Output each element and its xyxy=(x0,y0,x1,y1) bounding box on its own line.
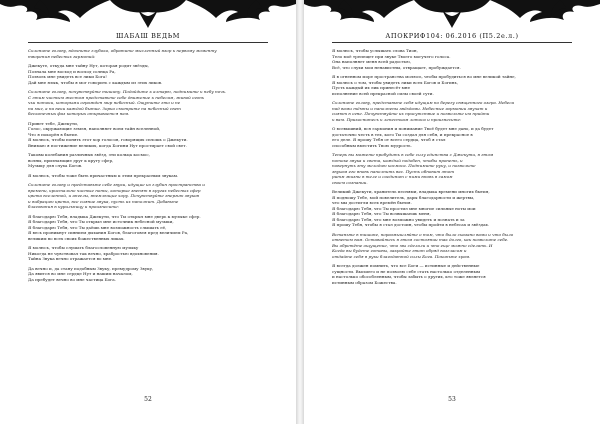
header-ornament xyxy=(304,0,600,30)
paragraph xyxy=(28,173,268,179)
text-line: Музыку для слуха Богов. xyxy=(28,163,83,168)
header-ornament xyxy=(0,0,296,30)
paragraph xyxy=(28,63,268,85)
running-head: АПОКРИФ104: 06.2016 (П5.2е.л.) xyxy=(332,32,572,43)
text-line: волны, признающие друг к кругу сфер, xyxy=(28,157,114,163)
text-line: Позволь мне увидеть все лики Бога! xyxy=(28,74,107,79)
text-line: над вами тёмны и наполнены звёздами. Небесные гармонии звучат и xyxy=(332,105,488,111)
text-line: и вибрацию цвета, все сияние звука, пусть их наполнит. Добавьте xyxy=(28,198,179,204)
paragraph xyxy=(28,214,268,242)
text-line: Да пребудет вечно во мне частица Бога. xyxy=(28,276,117,282)
text-line: и настолько обособленным, чтобы забыть о других, кто тоже является xyxy=(332,274,486,279)
text-line: Да вечно и, да стану подобным Звуку, премудрому Звуку, xyxy=(28,265,154,271)
text-line: О всевышний, вся гармония и понимание Твоё будет мне дано, и да будет xyxy=(332,126,494,131)
text-line: потоке звука и света, каждый подобен, чтобы пропеть, и xyxy=(332,157,463,163)
text-line: Познала мне восход и восход солнца Ра, xyxy=(28,68,116,74)
page-number: 53 xyxy=(448,396,456,403)
text-line: Склоните голову, вдохните глубоко, обратите мысленный взор к первому моменту xyxy=(28,48,217,53)
text-line: чьи потоки, которыми огражден мир небесный. Ощутите это и не xyxy=(28,100,181,105)
text-line: повернуть эту мелодию космоса. Поднимите руку, и позвольте xyxy=(332,163,476,168)
text-line: Дай мне язык, чтобы я мог говорить с каждым из этих ликов. xyxy=(28,79,163,85)
text-line: сущности. Высшего и не позволю себе стать настолько отделенным xyxy=(332,268,481,274)
text-line: Теперь вы можете пробудить в себе силу единства с Джекути, в этом xyxy=(332,152,494,157)
text-line: С этим чистым жестом представьте себе движение к небесам, живой огонь xyxy=(28,94,205,100)
text-line: Склоните голову, почувствуйте тишину. Подойдите к алтарю, поднимите к небу ночь. xyxy=(28,89,227,94)
text-line: времени, кристально чистые ноты, которые звенят в кругах небесных сфер xyxy=(28,187,201,193)
text-line: Я благодарю Тебя, что Ты простил мне многие сильные ноты мои xyxy=(332,205,476,211)
text-line: Внимаю я постижение великих, когда Богини Нут простирает свой свет. xyxy=(28,142,187,148)
text-line: Я молюсь, чтобы услышать слова Тион, xyxy=(332,48,418,53)
text-line: на миг, а на веки каждой бытие. Зорко смотрите на небесный свет xyxy=(28,105,181,111)
text-line: Никогда не чувствовал так вечно, храбростью вдохновения. xyxy=(28,250,159,256)
text-line: Я благодарю Тебя, что Ты возвышаешь меня, xyxy=(332,211,431,216)
text-line: ответом вам. Оставайтесь в этом состоянии так долго, как позволите себе. xyxy=(332,237,509,242)
text-line: Таковы колебания различных звёзд, эти кольца космос, xyxy=(28,152,150,157)
page-number: 52 xyxy=(144,396,152,403)
left-page xyxy=(0,0,296,424)
text-line: Тайна Звука вечно отражается во мне. xyxy=(28,256,113,261)
text-line: Я благодарю Тебя, что мне возможно увидеть и познать и за xyxy=(332,216,465,222)
text-line: Голос, окружающие земля, наполняет воем тайн вселенной, xyxy=(28,126,161,131)
page-text xyxy=(28,48,268,286)
text-line: Она наполняет меня всей радостью, xyxy=(332,59,412,64)
paragraph xyxy=(332,152,572,185)
paragraph xyxy=(332,126,572,148)
text-line: Привет тебе, Джекути, xyxy=(28,120,79,126)
text-line: Я всегда должен помнить, что все Боги — истинные и действенные xyxy=(332,263,480,268)
paragraph xyxy=(28,266,268,283)
paragraph xyxy=(28,121,268,149)
paragraph xyxy=(28,245,268,262)
paragraph xyxy=(28,152,268,169)
text-line: Что я покорён в бытие. xyxy=(28,131,79,137)
text-line: Я прошу Тебя, чтобы я стал достоин, чтобы пройти в небесах и звёздах. xyxy=(332,222,490,227)
text-line: Вы обретёте ощущение, что мы сделали и что еще можно сделать. И xyxy=(332,242,493,248)
text-line: истинным образом Божества. xyxy=(332,279,397,285)
text-line: ритм жизни в теле и соединит с ними вновь в самом xyxy=(332,174,453,179)
text-line: творения небесных гармоний: xyxy=(28,53,96,59)
text-line: Я молюсь, чтобы слушать благословенную музыку xyxy=(28,245,139,250)
paragraph xyxy=(332,100,572,122)
text-line: сияют в огне. Почувствуйте их присутствие и позвольте им прийти xyxy=(332,111,490,116)
book-gutter xyxy=(296,0,304,424)
text-line: Джекуте, откуда мне тайну Нут, которая родит звёзды, xyxy=(28,63,149,68)
right-page xyxy=(304,0,600,424)
text-line: Великий Джекути, хранитель песнями, владыка времени многих бытия, xyxy=(332,189,490,194)
text-line: Я молюсь о том, чтобы увидеть лики всех Богов и Богинь, xyxy=(332,79,459,85)
text-line: Тело моё трепещет при звуке Твоего могучего голоса. xyxy=(332,53,451,59)
paragraph xyxy=(332,74,572,96)
text-line: к вам. Прикоснитесь к лепесткам лотоса и произнесите: xyxy=(332,116,462,122)
text-line: своем сознании. xyxy=(332,179,368,185)
text-line: его деле. Я прошу Тебя от всего сердца, чтоб я стал xyxy=(332,137,446,142)
text-line: Я благодарю Тебя, что Ты открыл мне источник небесной музыки, xyxy=(28,219,174,224)
page-text xyxy=(332,48,572,289)
text-line: Я благодарю Тебя, что Ты даёшь мне возможность слышать её, xyxy=(28,224,167,230)
text-line: Я в огненном море пространства молюсь, чтобы пробудиться во мне великой тайне, xyxy=(332,74,516,79)
text-line: исполнение всей прекрасной силы своей сути. xyxy=(332,90,434,96)
text-line: звукам его вновь наполнить вас. Пусть обновит этот xyxy=(332,168,455,174)
text-line: Пусть каждый их лик принесёт мне xyxy=(332,85,411,90)
text-line: Когда вы будете готовы, закройте этот обряд возгласом и xyxy=(332,248,467,253)
paragraph xyxy=(332,232,572,260)
text-line: Встаньте в тишине, поразмышляйте о том, что было сказано вами и что было xyxy=(332,231,514,237)
text-line: Я благодарю Тебя, владыка Джекути, что Ты открыл мне дверь к музыке сфер. xyxy=(28,213,201,219)
running-head: ШАБАШ ВЕДЬМ xyxy=(28,32,268,43)
paragraph xyxy=(332,189,572,228)
text-line: Склоните голову и представьте себе звуки, идущие из глубин пространства и xyxy=(28,182,205,187)
text-line: цвета вселенной, и ангелы, внемлющие хору. Почувствуйте энергию звуков xyxy=(28,193,199,198)
text-line: великим во всех своих божественных ликах. xyxy=(28,235,125,241)
text-line: благовония в курильницу и произнесите: xyxy=(28,204,119,209)
text-line: Всё, что слухи мои ненавистны, отвращает, пробуждается. xyxy=(332,64,461,70)
text-line: что мы достигли всех времён бытия. xyxy=(332,200,412,205)
text-line: Склоните голову, представьте себя идущим по берегу священного озера. Небеса xyxy=(332,100,515,105)
text-line: отдайте себя в руки благодатной силы Бога. Покиньте храм. xyxy=(332,253,471,259)
paragraph xyxy=(332,48,572,70)
text-line: Я молюсь, чтобы тоже быть причастным к этим прекрасным звукам. xyxy=(28,172,179,178)
text-line: способным вместить Твою мудрость. xyxy=(332,142,412,148)
paragraph xyxy=(332,263,572,285)
paragraph xyxy=(28,48,268,59)
text-line: Я подношу Тебе, мой повелитель, дары благодарности и жертвы, xyxy=(332,194,475,200)
text-line: Я молюсь, чтобы понять этот хор голосов, говорящих сплошь о Джекути. xyxy=(28,137,188,142)
text-line: Да явится во мне сердце Нут и нашим началом, xyxy=(28,271,133,276)
paragraph xyxy=(28,182,268,210)
paragraph xyxy=(28,89,268,117)
text-line: достаточно честь в тех, кого Ты создал для себя, и прекрасное в xyxy=(332,131,473,137)
text-line: бесконечных фаз которых открывается нам. xyxy=(28,111,130,116)
text-line: Я весь проникнут сиянием дыхания Богов, благоговея пред величием Ра, xyxy=(28,230,189,235)
